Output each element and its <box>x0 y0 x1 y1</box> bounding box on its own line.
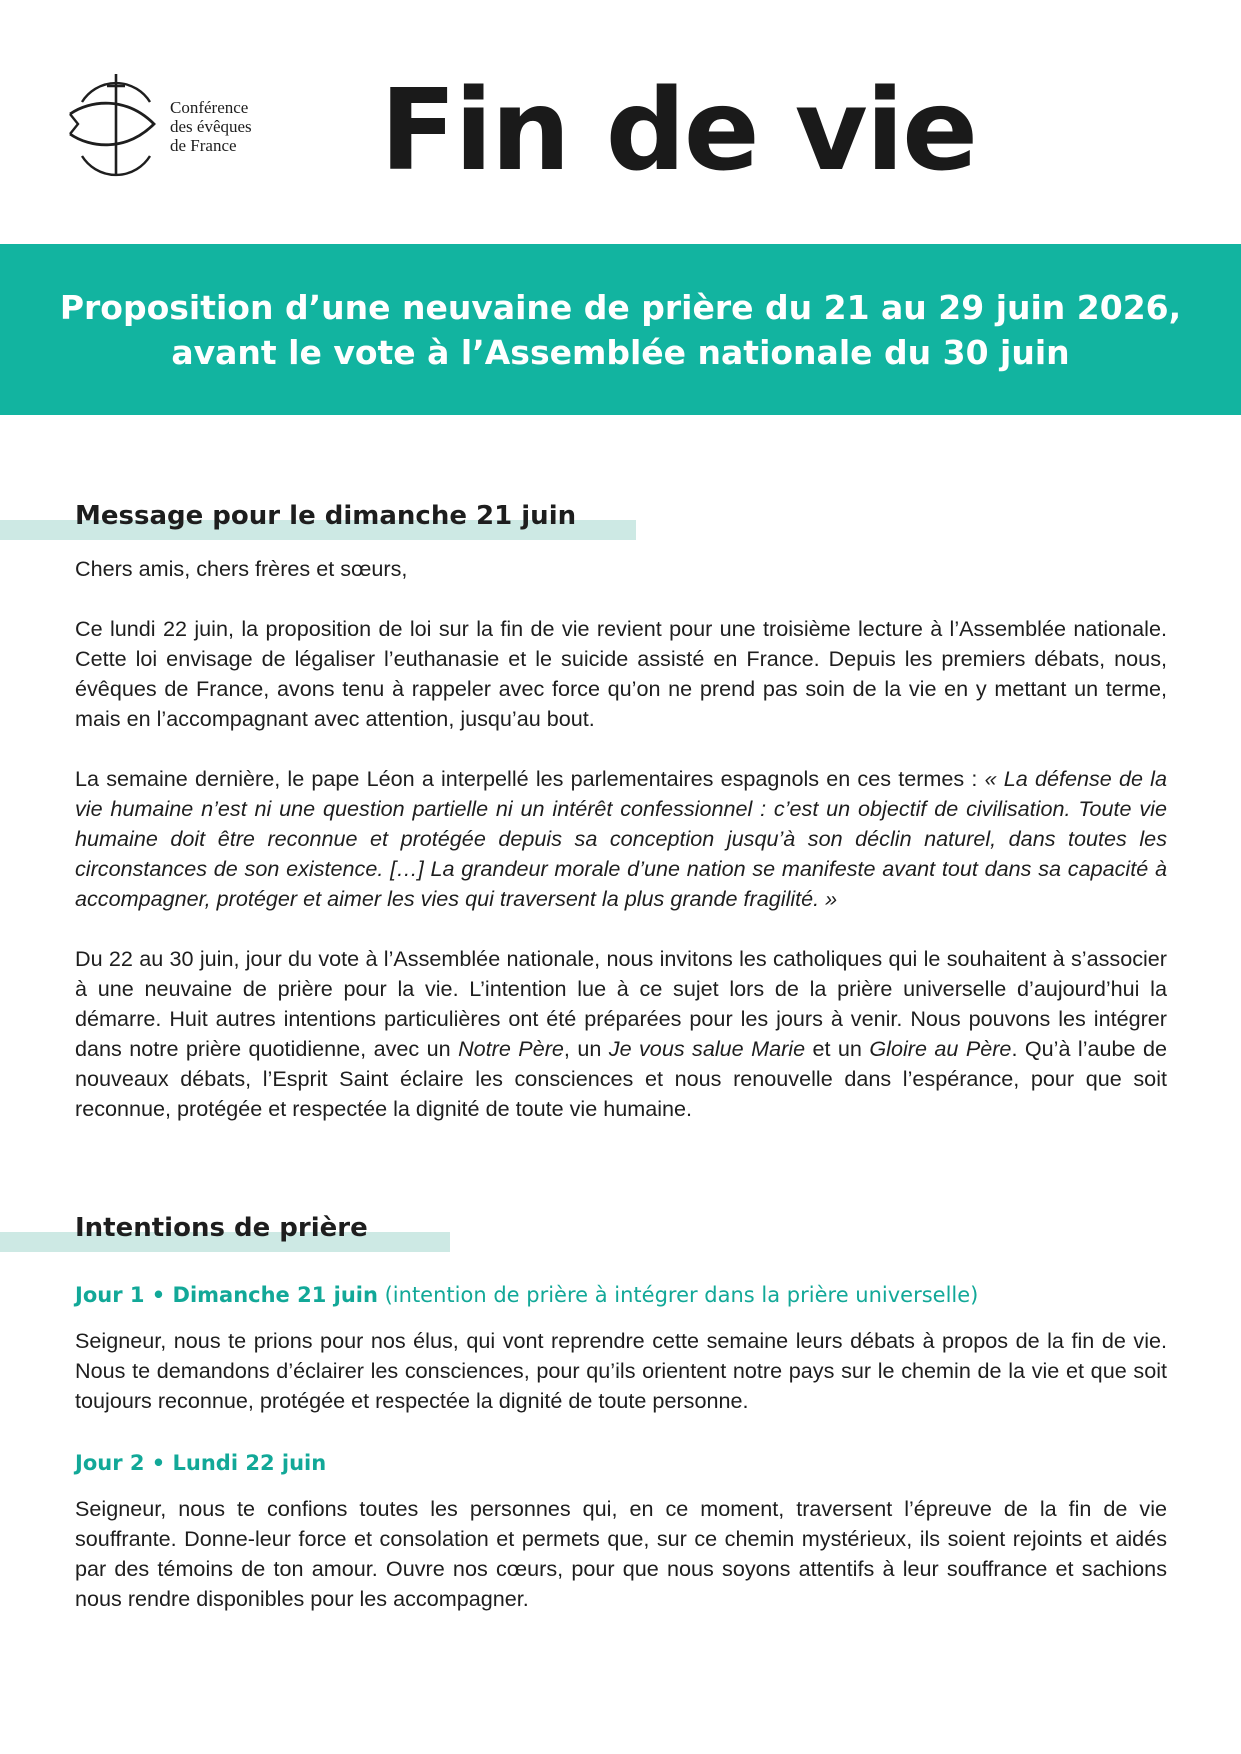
message-heading: Message pour le dimanche 21 juin <box>75 501 577 531</box>
organization-name-line: des évêques <box>170 117 252 136</box>
prayer-name: Je vous salue Marie <box>608 1036 806 1061</box>
cross-fish-icon <box>64 72 168 178</box>
banner-line: Proposition d’une neuvaine de prière du 21 au 29 juin 2026, <box>59 287 1182 327</box>
day-label: Jour 1 • Dimanche 21 juin <box>75 1283 378 1307</box>
organization-name-line: de France <box>170 136 237 155</box>
intention-text: Seigneur, nous te confions toutes les personnes qui, en ce moment, traversent l’épreuve de la fin de vie souffrante. Donne-leur force et consolation et permets que, sur ce chemin mystérieux, ils soient rejoints et aidés par des témoins de ton amour. Ouvre nos cœurs, pour que nous soyons attentifs à leur souffrance et sachions nous rendre disponibles pour les accompagner. <box>75 1496 1167 1611</box>
day-heading <box>75 1280 1167 1310</box>
intention-text: Seigneur, nous te prions pour nos élus, qui vont reprendre cette semaine leurs débats à propos de la fin de vie. Nous te demandons d’éclairer les consciences, pour qu’ils orientent notre pays sur le chemin de la vie et que soit toujours reconnue, protégée et respectée la dignité de toute personne. <box>75 1328 1167 1413</box>
paragraph-text: Du 22 au 30 juin, jour du vote à l’Assemblée nationale, nous invitons les catholiques qui le souhaitent à s’associer à une neuvaine de prière pour la vie. L’intention lue à ce sujet lors de la prière universelle d’aujourd’hui la démarre. Huit autres intentions particulières ont été préparées pour les jours à venir. Nous pouvons les intégrer dans notre prière quotidienne, avec un <box>75 946 1167 1061</box>
greeting: Chers amis, chers frères et sœurs, <box>75 556 408 581</box>
paragraph-text: . Qu’à l’aube de nouveaux débats, l’Esprit Saint éclaire les consciences et nous renouvelle dans l’espérance, pour que soit reconnue, protégée et respectée la dignité de toute vie humaine. <box>75 1036 1167 1121</box>
document-body <box>75 496 1167 1614</box>
day-label: Jour 2 • Lundi 22 juin <box>75 1451 327 1475</box>
day-note: (intention de prière à intégrer dans la prière universelle) <box>377 1283 979 1307</box>
prayer-name: Notre Père <box>458 1036 564 1061</box>
quote-intro: La semaine dernière, le pape Léon a interpellé les parlementaires espagnols en ces termes : <box>75 766 985 791</box>
organization-name-line: Conférence <box>170 98 249 117</box>
message-paragraph-invitation <box>75 944 1167 1124</box>
organization-name <box>170 98 252 155</box>
paragraph-text: , un <box>563 1036 609 1061</box>
subtitle-banner <box>0 244 1241 415</box>
intentions-heading: Intentions de prière <box>75 1213 368 1243</box>
paragraph-text: et un <box>805 1036 870 1061</box>
intentions-section-header <box>75 1208 1167 1248</box>
prayer-name: Gloire au Père <box>869 1036 1012 1061</box>
page-title: Fin de vie <box>380 66 977 196</box>
message-paragraph: Ce lundi 22 juin, la proposition de loi sur la fin de vie revient pour une troisième lecture à l’Assemblée nationale. Cette loi envisage de légaliser l’euthanasie et le suicide assisté en France. Depuis les premiers débats, nous, évêques de France, avons tenu à rappeler avec force qu’on ne prend pas soin de la vie en y mettant un terme, mais en l’accompagnant avec attention, jusqu’au bout. <box>75 616 1167 731</box>
message-paragraph-quote <box>75 764 1167 914</box>
organization-logo <box>64 72 284 182</box>
banner-line: avant le vote à l’Assemblée nationale du 30 juin <box>171 332 1070 372</box>
message-section-header <box>75 496 1167 536</box>
pope-quote: « La défense de la vie humaine n’est ni une question partielle ni un intérêt confessionnel : c’est un objectif de civilisation. Toute vie humaine doit être reconnue et protégée depuis sa conception jusqu’à son déclin naturel, dans toutes les circonstances de son existence. […] La grandeur morale d’une nation se manifeste avant tout dans sa capacité à accompagner, protéger et aimer les vies qui traversent la plus grande fragilité. » <box>75 766 1167 911</box>
day-heading <box>75 1448 1167 1478</box>
